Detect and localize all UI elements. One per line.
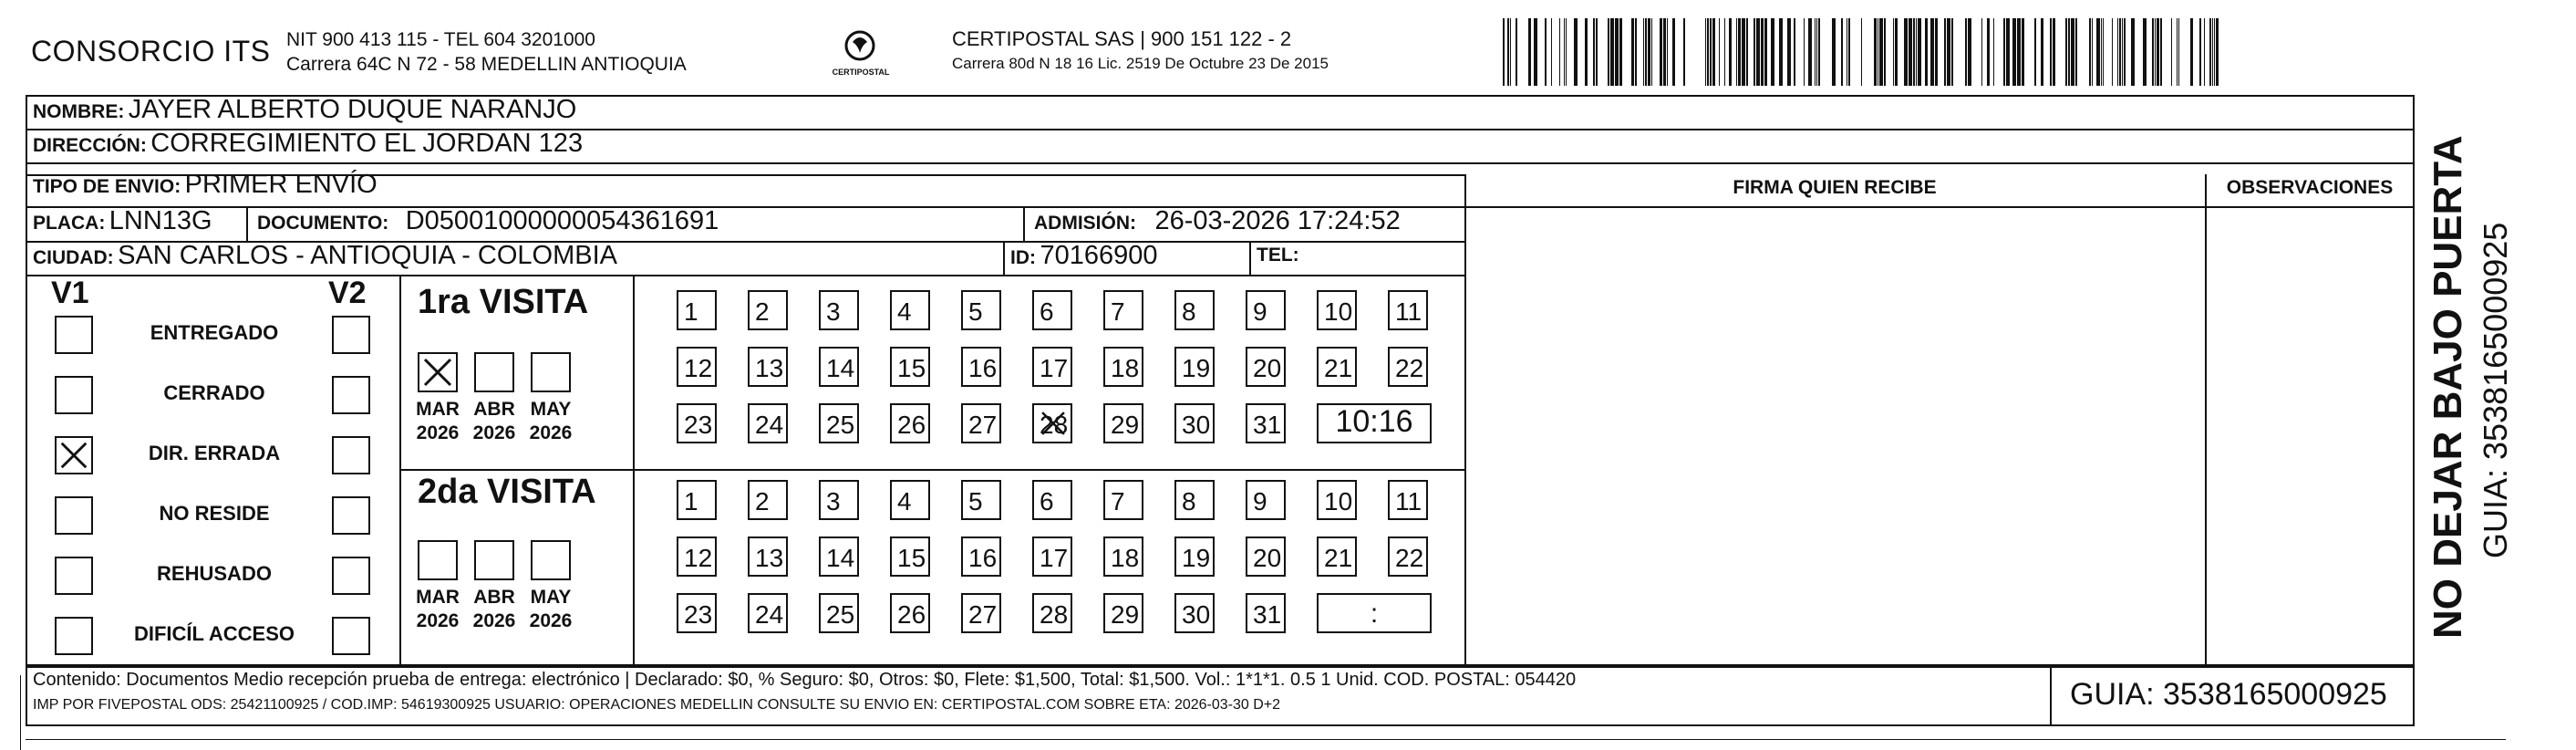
status-label: ENTREGADO (150, 321, 279, 344)
status-v2-checkbox[interactable] (332, 436, 370, 474)
day-box-23[interactable]: 23 (677, 403, 717, 443)
status-label: DIFICÍL ACCESO (133, 622, 295, 645)
day-box-12[interactable]: 12 (677, 536, 717, 577)
placa-value: LNN13G (109, 206, 212, 235)
footer-guia: GUIA: 3538165000925 (2070, 677, 2387, 712)
day-box-21[interactable]: 21 (1317, 347, 1357, 387)
observations-area[interactable] (2207, 210, 2413, 664)
month-year: 2026 (529, 610, 573, 631)
month-year: 2026 (529, 422, 573, 443)
day-box-7[interactable]: 7 (1103, 290, 1143, 330)
day-box-20[interactable]: 20 (1246, 536, 1286, 577)
day-box-19[interactable]: 19 (1174, 347, 1215, 387)
day-box-3[interactable]: 3 (819, 480, 859, 520)
day-box-26[interactable]: 26 (890, 593, 930, 633)
company-name: CONSORCIO ITS (31, 35, 271, 68)
status-label: REHUSADO (157, 562, 272, 585)
day-box-9[interactable]: 9 (1246, 480, 1286, 520)
v1-header: V1 (51, 276, 89, 310)
day-box-14[interactable]: 14 (819, 536, 859, 577)
day-box-31[interactable]: 31 (1246, 403, 1286, 443)
status-v2-checkbox[interactable] (332, 496, 370, 535)
check-x-icon (1038, 407, 1069, 440)
day-box-11[interactable]: 11 (1388, 480, 1428, 520)
day-box-11[interactable]: 11 (1388, 290, 1428, 330)
day-box-16[interactable]: 16 (961, 347, 1001, 387)
id-value: 70166900 (1040, 241, 1158, 270)
status-v1-checkbox[interactable] (55, 316, 93, 354)
ciudad-field (33, 241, 617, 271)
day-box-28[interactable]: 28 (1032, 593, 1072, 633)
day-box-30[interactable]: 30 (1174, 593, 1215, 633)
check-x-icon (57, 438, 91, 473)
day-box-2[interactable]: 2 (748, 480, 788, 520)
day-box-25[interactable]: 25 (819, 593, 859, 633)
ciudad-value: SAN CARLOS - ANTIOQUIA - COLOMBIA (118, 241, 617, 270)
signature-area[interactable] (1466, 210, 2203, 664)
status-label: NO RESIDE (159, 502, 270, 525)
documento-label: DOCUMENTO: (257, 213, 389, 234)
certipostal-license-line: Carrera 80d N 18 16 Lic. 2519 De Octubre 23 De 2015 (952, 55, 1329, 72)
observaciones-section-title: OBSERVACIONES (2226, 177, 2394, 198)
month-label (410, 586, 465, 633)
company-info (286, 27, 687, 77)
status-v1-checkbox[interactable] (55, 496, 93, 535)
visit2-title: 2da VISITA (418, 473, 596, 511)
side-guia: GUIA: 3538165000925 (2477, 222, 2514, 558)
ciudad-label: CIUDAD: (33, 247, 114, 268)
month-name: MAY (530, 399, 572, 420)
day-box-13[interactable]: 13 (748, 536, 788, 577)
check-x-icon (419, 354, 456, 391)
status-v2-checkbox[interactable] (332, 617, 370, 655)
barcode (1503, 18, 2228, 86)
status-label: CERRADO (163, 381, 265, 404)
day-box-24[interactable]: 24 (748, 403, 788, 443)
placa-label: PLACA: (33, 213, 106, 234)
company-address-line: Carrera 64C N 72 - 58 MEDELLIN ANTIOQUIA (286, 54, 687, 75)
month-year: 2026 (416, 422, 460, 443)
tipo-envio-label: TIPO DE ENVIO: (33, 176, 181, 197)
day-box-30[interactable]: 30 (1174, 403, 1215, 443)
certipostal-info (952, 27, 1329, 73)
nombre-row (33, 95, 576, 125)
day-box-22[interactable]: 22 (1388, 347, 1428, 387)
day-box-29[interactable]: 29 (1103, 403, 1143, 443)
day-box-22[interactable]: 22 (1388, 536, 1428, 577)
status-v2-checkbox[interactable] (332, 376, 370, 414)
firma-section-title: FIRMA QUIEN RECIBE (1733, 177, 1937, 198)
v2-header: V2 (328, 276, 367, 310)
tipo-envio-row (33, 170, 378, 200)
admision-label: ADMISIÓN: (1034, 213, 1136, 234)
day-box-10[interactable]: 10 (1317, 480, 1357, 520)
day-box-4[interactable]: 4 (890, 480, 930, 520)
month-label (467, 586, 522, 633)
day-box-3[interactable]: 3 (819, 290, 859, 330)
month-checkbox[interactable] (531, 540, 571, 580)
status-v1-checkbox[interactable] (55, 376, 93, 414)
day-box-20[interactable]: 20 (1246, 347, 1286, 387)
day-box-18[interactable]: 18 (1103, 347, 1143, 387)
status-label: DIR. ERRADA (148, 442, 281, 464)
documento-field (257, 206, 719, 236)
day-box-14[interactable]: 14 (819, 347, 859, 387)
day-box-23[interactable]: 23 (677, 593, 717, 633)
status-v1-checkbox[interactable] (55, 436, 93, 474)
day-box-8[interactable]: 8 (1174, 480, 1215, 520)
day-box-1[interactable]: 1 (677, 290, 717, 330)
month-name: ABR (473, 587, 515, 608)
month-label (410, 398, 465, 445)
admision-field (1034, 206, 1401, 236)
direccion-value: CORREGIMIENTO EL JORDAN 123 (150, 129, 584, 158)
month-checkbox[interactable] (474, 352, 514, 392)
day-box-29[interactable]: 29 (1103, 593, 1143, 633)
day-box-25[interactable]: 25 (819, 403, 859, 443)
day-cross-icon (1038, 407, 1069, 440)
month-year: 2026 (416, 610, 460, 631)
day-box-5[interactable]: 5 (961, 290, 1001, 330)
day-box-1[interactable]: 1 (677, 480, 717, 520)
day-box-15[interactable]: 15 (890, 536, 930, 577)
placa-field (33, 206, 212, 236)
time-box[interactable]: : (1317, 593, 1432, 633)
status-v1-checkbox[interactable] (55, 617, 93, 655)
month-checkbox[interactable] (474, 540, 514, 580)
month-name: MAY (530, 587, 572, 608)
visit1-title: 1ra VISITA (418, 283, 589, 321)
day-box-27[interactable]: 27 (961, 403, 1001, 443)
month-label (523, 586, 578, 633)
time-box[interactable]: 10:16 (1317, 403, 1432, 443)
day-box-12[interactable]: 12 (677, 347, 717, 387)
month-name: ABR (473, 399, 515, 420)
day-box-6[interactable]: 6 (1032, 290, 1072, 330)
day-box-27[interactable]: 27 (961, 593, 1001, 633)
day-box-18[interactable]: 18 (1103, 536, 1143, 577)
day-box-17[interactable]: 17 (1032, 347, 1072, 387)
day-box-7[interactable]: 7 (1103, 480, 1143, 520)
day-box-5[interactable]: 5 (961, 480, 1001, 520)
footer-content-line: Contenido: Documentos Medio recepción prueba de entrega: electrónico | Declarado: $0, % Seguro: $0, Otros: $0, Flete: $1,500, Total: $1,500. Vol.: 1*1*1. 0.5 1 Unid. COD. POSTAL: 054420 (33, 670, 1577, 690)
day-box-6[interactable]: 6 (1032, 480, 1072, 520)
id-field (1010, 241, 1157, 271)
id-label: ID: (1010, 247, 1036, 268)
day-box-21[interactable]: 21 (1317, 536, 1357, 577)
day-box-31[interactable]: 31 (1246, 593, 1286, 633)
no-dejar-bajo-puerta-warning: NO DEJAR BAJO PUERTA (2426, 135, 2470, 639)
certipostal-nit-line: CERTIPOSTAL SAS | 900 151 122 - 2 (952, 27, 1292, 50)
tel-label: TEL: (1257, 245, 1299, 266)
day-box-24[interactable]: 24 (748, 593, 788, 633)
month-year: 2026 (472, 422, 516, 443)
day-box-2[interactable]: 2 (748, 290, 788, 330)
admision-value: 26-03-2026 17:24:52 (1154, 206, 1401, 235)
day-box-19[interactable]: 19 (1174, 536, 1215, 577)
day-box-10[interactable]: 10 (1317, 290, 1357, 330)
day-box-9[interactable]: 9 (1246, 290, 1286, 330)
day-box-13[interactable]: 13 (748, 347, 788, 387)
month-year: 2026 (472, 610, 516, 631)
nombre-label: NOMBRE: (33, 101, 125, 122)
day-box-17[interactable]: 17 (1032, 536, 1072, 577)
footer-print-line: IMP POR FIVEPOSTAL ODS: 25421100925 / COD.IMP: 54619300925 USUARIO: OPERACIONES MEDELLIN CONSULTE SU ENVIO EN: CERTIPOSTAL.COM SOBRE ETA: 2026-03-30 D+2 (33, 697, 1281, 713)
month-name: MAR (416, 587, 460, 608)
tel-field (1257, 245, 1299, 266)
month-name: MAR (416, 399, 460, 420)
month-label (467, 398, 522, 445)
month-checkbox[interactable] (418, 352, 458, 392)
direccion-row (33, 129, 583, 159)
day-box-28[interactable]: 28 (1032, 403, 1072, 443)
logo-caption: CERTIPOSTAL (832, 68, 890, 77)
company-nit-line: NIT 900 413 115 - TEL 604 3201000 (286, 29, 595, 50)
month-checkbox[interactable] (418, 540, 458, 580)
status-v1-checkbox[interactable] (55, 557, 93, 595)
day-box-4[interactable]: 4 (890, 290, 930, 330)
month-checkbox[interactable] (531, 352, 571, 392)
day-box-16[interactable]: 16 (961, 536, 1001, 577)
day-box-26[interactable]: 26 (890, 403, 930, 443)
direccion-label: DIRECCIÓN: (33, 135, 147, 156)
documento-value: D05001000000054361691 (405, 206, 719, 235)
day-box-8[interactable]: 8 (1174, 290, 1215, 330)
status-v2-checkbox[interactable] (332, 557, 370, 595)
nombre-value: JAYER ALBERTO DUQUE NARANJO (128, 95, 577, 124)
status-v2-checkbox[interactable] (332, 316, 370, 354)
tipo-envio-value: PRIMER ENVÍO (184, 170, 378, 199)
day-box-15[interactable]: 15 (890, 347, 930, 387)
month-label (523, 398, 578, 445)
